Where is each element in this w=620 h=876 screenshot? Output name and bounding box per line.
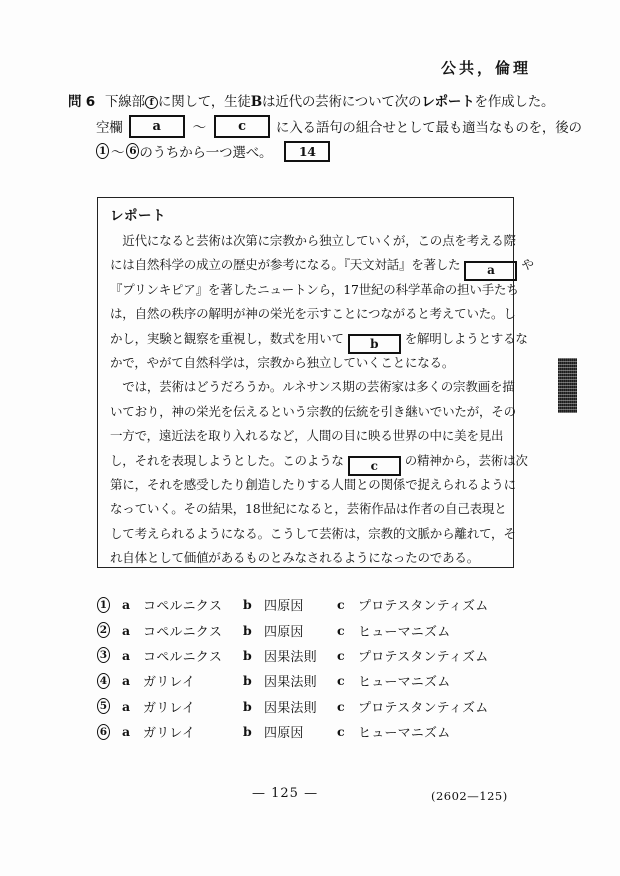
option-c-value: プロテスタンティズム [358,599,489,615]
student-b-label: B [250,94,262,110]
blank-a-box: a [129,115,185,138]
option-a-label: a [122,673,131,689]
scan-binding-mark [558,358,577,413]
option-c-value: ヒューマニズム [358,624,451,640]
stem-text: 空欄 [96,120,123,136]
option-c-label: c [337,724,345,740]
stem-text: のうちから一つ選べ。 [139,145,273,161]
stem-text: を作成した。 [474,94,555,110]
option-a-label: a [122,698,131,714]
option-2-circle: 2 [97,622,110,638]
report-text: 『プリンキピア』を著したニュートンら，17世紀の科学革命の担い手たち [110,281,519,297]
page-number: — 125 — [252,786,319,801]
option-c-value: プロテスタンティズム [358,700,489,716]
report-text: では，芸術はどうだろうか。ルネサンス期の芸術家は多くの宗教画を描 [110,379,515,395]
report-text: なっていく。その結果，18世紀になると，芸術作品は作者の自己表現と [110,501,507,517]
blank-c-box: c [214,115,270,138]
option-c-value: ヒューマニズム [358,675,451,691]
option-c-value: プロテスタンティズム [358,649,489,665]
report-text: は，自然の秩序の解明が神の栄光を示すことにつながると考えていた。し [110,306,516,322]
option-c-label: c [337,647,345,663]
option-row-3 [97,643,517,668]
blank-b-inline-box: b [348,334,401,354]
option-a-value: コペルニクス [143,624,223,640]
print-code: (2602—125) [431,789,508,803]
option-a-value: ガリレイ [143,675,196,691]
option-row-5 [97,694,517,719]
answer-number-box: 14 [284,141,330,162]
report-text: れ自体として価値があるものとみなされるようになったのである。 [110,550,480,566]
report-line [110,400,516,424]
circled-f-mark: f [145,96,158,109]
option-b-value: 四原因 [264,624,304,640]
report-word-emphasis: レポート [421,94,475,110]
report-line [110,424,503,448]
option-6-circle: 6 [97,724,110,740]
option-b-label: b [243,622,252,638]
option-a-value: コペルニクス [143,599,223,615]
report-line [110,449,528,473]
option-b-value: 因果法則 [264,675,317,691]
option-a-value: ガリレイ [143,700,196,716]
stem-text: に入る語句の組合せとして最も適当なものを，後の [275,120,582,136]
option-c-label: c [337,673,345,689]
report-line [110,497,507,521]
answer-options [97,592,517,744]
option-b-value: 因果法則 [264,700,317,716]
report-text: かで，やがて自然科学は，宗教から独立していくことになる。 [110,354,455,370]
report-line [110,302,516,326]
option-4-circle: 4 [97,673,110,689]
option-b-label: b [243,673,252,689]
report-box [97,197,534,568]
report-line [110,473,516,497]
option-3-circle: 3 [97,647,110,663]
report-text: して考えられるようになる。こうして芸術は，宗教的文脈から離れて，そ [110,525,516,541]
report-line [110,253,534,278]
option-1-circle: 1 [97,597,110,613]
option-c-label: c [337,597,345,613]
question-number: 問 6 [68,94,95,110]
option-row-2 [97,617,517,642]
option-a-label: a [122,597,131,613]
option-b-label: b [243,597,252,613]
option-b-value: 因果法則 [264,649,317,665]
page-title: 公共，倫理 [441,59,532,77]
option-c-label: c [337,622,345,638]
report-line [110,327,528,351]
report-text: 近代になると芸術は次第に宗教から独立していくが，この点を考える際 [110,233,516,248]
option-b-label: b [243,647,252,663]
report-text: し，それを表現しようとした。このような [110,452,344,468]
report-title: レポート [110,208,166,224]
stem-text: 下線部 [105,94,145,110]
option-b-value: 四原因 [264,726,304,742]
circled-1-mark: 1 [96,143,109,159]
report-text: かし，実験と観察を重視し，数式を用いて [110,330,344,346]
tilde-mark: ～ [192,120,206,136]
blank-c-inline-box: c [348,456,401,476]
option-row-6 [97,719,517,744]
report-line [110,522,516,546]
blank-a-inline-box: a [464,261,517,281]
report-text: の精神から，芸術は次 [404,452,528,468]
option-c-value: ヒューマニズム [358,726,451,742]
report-text: を解明しようとするな [404,330,528,346]
option-a-value: ガリレイ [143,726,196,742]
report-text: や [521,257,534,273]
question-stem-line2 [96,112,582,140]
option-a-value: コペルニクス [143,649,223,665]
report-text: 一方で，遠近法を取り入れるなど，人間の目に映る世界の中に美を見出 [110,428,504,444]
option-b-value: 四原因 [264,599,304,615]
report-line [110,546,503,570]
report-line [110,278,519,302]
option-row-1 [97,592,517,617]
option-row-4 [97,668,517,693]
report-text: 第に，それを感受したり創造したりする人間との関係で捉えられるように [110,476,516,492]
tilde-mark: ～ [111,145,125,161]
option-c-label: c [337,698,345,714]
question-stem-line1 [68,90,554,110]
report-line [110,375,515,399]
option-b-label: b [243,724,252,740]
report-text: いており，神の栄光を伝えるという宗教的伝統を引き継いでいたが，その [110,403,516,419]
option-a-label: a [122,724,131,740]
option-a-label: a [122,647,131,663]
question-stem-line3 [96,139,330,163]
circled-6-mark: 6 [126,143,139,159]
report-line [110,351,503,375]
stem-text: に関して，生徒 [157,94,251,110]
report-text: には自然科学の成立の歴史が参考になる。『天文対話』を著した [110,257,461,273]
option-5-circle: 5 [97,698,110,714]
option-b-label: b [243,698,252,714]
stem-text: は近代の芸術について次の [261,94,422,110]
option-a-label: a [122,622,131,638]
report-line [110,229,516,253]
